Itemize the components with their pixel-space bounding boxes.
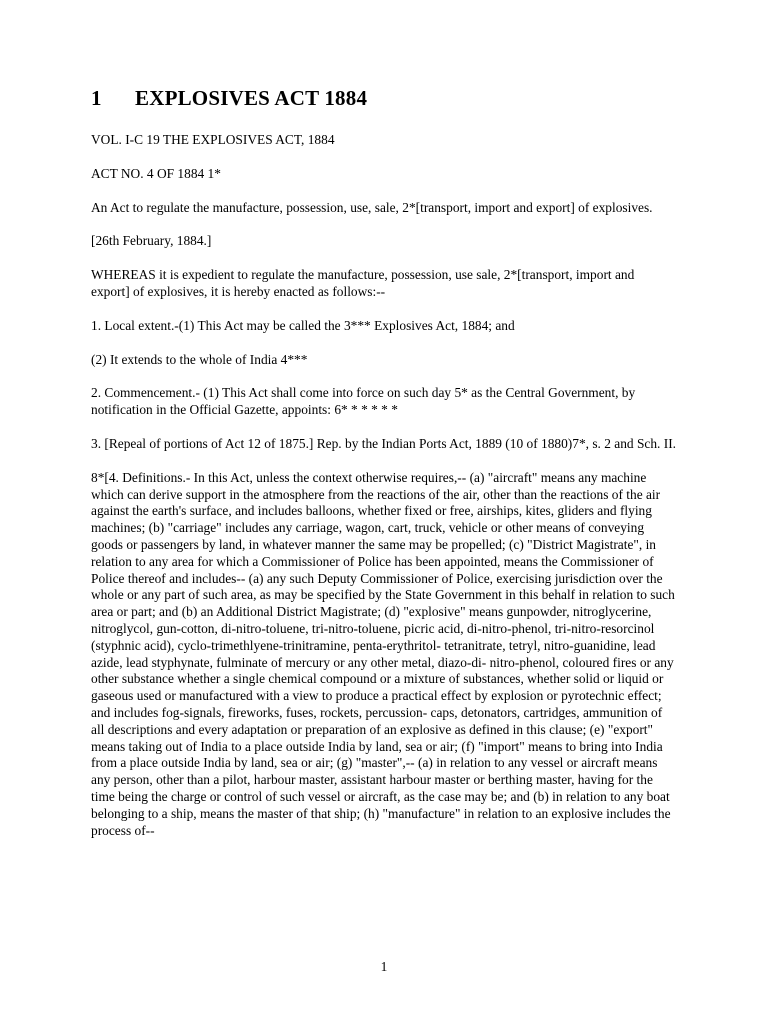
section-1-short-title: 1. Local extent.-(1) This Act may be called the 3*** Explosives Act, 1884; and — [91, 317, 515, 333]
heading-number: 1 — [91, 86, 102, 110]
page-number: 1 — [380, 959, 388, 974]
preamble: WHEREAS it is expedient to regulate the manufacture, possession, use sale, 2*[transport, import and export] of explosives, it is hereby enacted as follows:-- — [91, 267, 635, 299]
act-number-line: ACT NO. 4 OF 1884 1* — [91, 165, 221, 181]
volume-line: VOL. I-C 19 THE EXPLOSIVES ACT, 1884 — [91, 132, 335, 147]
section-3-repeal: 3. [Repeal of portions of Act 12 of 1875.] Rep. by the Indian Ports Act, 1889 (10 of 1880)7*, s. 2 and Sch. II. — [91, 435, 677, 451]
heading-title: EXPLOSIVES ACT 1884 — [135, 86, 368, 110]
section-1-extent: (2) It extends to the whole of India 4*** — [91, 351, 308, 367]
enactment-date: [26th February, 1884.] — [91, 233, 212, 249]
section-4-definitions: 8*[4. Definitions.- In this Act, unless the context otherwise requires,-- (a) "aircraft" means any machine which can derive support in the atmosphere from the reactions of the air, other than the reactions of the air against the earth's surface, and includes balloons, whether fixed or free, airships, kites, gliders and flying machines; (b) "carriage" includes any carriage, wagon, cart, truck, vehicle or other means of conveying goods or passengers by land, in whatever manner the same may be propelled; (c) "District Magistrate", in relation to any area for which a Commissioner of Police has been appointed, means the Commissioner of Police thereof and includes-- (a) any such Deputy Commissioner of Police, exercising jurisdiction over the whole or any part of such area, as may be specified by the State Government in this behalf in relation to such area or part; and (b) an Additional District Magistrate; (d) "explosive" means gunpowder, nitroglycerine, nitroglycol, gun-cotton, di-nitro-toluene, tri-nitro-toluene, picric acid, di-nitro-phenol, tri-nitro-resorcinol (styphnic acid), cyclo-trimethlyene-trinitramine, penta-erythritol- tetranitrate, tetryl, nitro-guanidine, lead azide, lead styphynate, fulminate of mercury or any other metal, diazo-di- nitro-phenol, coloured fires or any other substance whether a single chemical compound or a mixture of substances, whether solid or liquid or gaseous used or manufactured with a view to produce a practical effect by explosion or pyrotechnic effect; and includes fog-signals, fireworks, fuses, rockets, percussion- caps, detonators, cartridges, ammunition of all descriptions and every adaptation or preparation of an explosive as defined in this clause; (e) "export" means taking out of India to a place outside India by land, sea or air; (f) "import" means to bring into India from a place outside India by land, sea or air; (g) "master",-- (a) in relation to any vessel or aircraft means any person, other than a pilot, harbour master, assistant harbour master or berthing master, having for the time being the charge or control of such vessel or aircraft, as the case may be; and (b) in relation to any boat belonging to a ship, means the master of that ship; (h) "manufacture" in relation to an explosive includes the process of-- — [91, 469, 675, 838]
section-2-commencement: 2. Commencement.- (1) This Act shall come into force on such day 5* as the Central Government, by notification in the Official Gazette, appoints: 6* * * * * * — [91, 385, 636, 418]
long-title: An Act to regulate the manufacture, possession, use, sale, 2*[transport, import and export] of explosives. — [91, 199, 653, 215]
document-heading — [91, 82, 676, 114]
